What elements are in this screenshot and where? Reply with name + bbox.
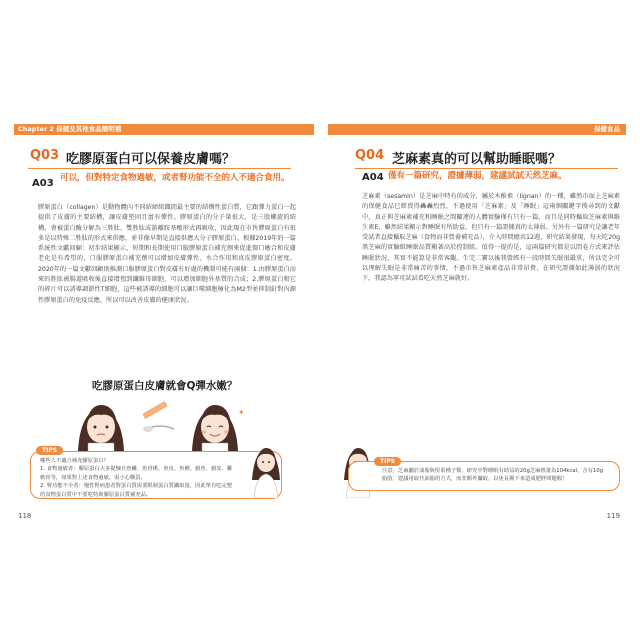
collagen-packet-icon [142,401,174,432]
collagen-illustration [70,393,250,455]
section-tag: 保健食品 [594,125,620,133]
question-divider-left [28,168,291,169]
question-title-left: 吃膠原蛋白可以保養皮膚嗎？ [66,152,236,167]
page-number-left: 118 [18,512,32,520]
answer-summary-right: 僅有一篇研究，證據薄弱，建議試試天然芝麻。 [388,171,567,181]
body-text-left: 膠原蛋白（collagen）是動物體內不同結締組織間最主要的結構性蛋白質，它跟彈力蛋白一起提供了皮膚的主要結構，讓皮膚堅固且富有彈性。膠原蛋白的分子量很大，是三股螺旋的結構，會被蛋白酶分解為三胜肽、雙胜肽或游離胺基酸形式再吸收，因此現在市售膠原蛋白有很多是以特殊二胜肽的形式來供應，並非像早期是直接供應大分子膠原蛋白。根據2019年的一篇系統性文獻回顧：初步結果顯示，短期和長期使用口服膠原蛋白補充劑來促進傷口癒合和皮膚老化是有希望的，口服膠原蛋白補充劑可以增加皮膚彈性、水合作用和真皮膠原蛋白密度。2020年的一篇文獻回顧則推測口服膠原蛋白對皮膚有好處的機制可能有兩個：1.由膠原蛋白而來的胜肽被腸道吸收後直接增殖到纖維母細胞，可以增加細胞外基質的合成；2.膠原蛋白和它的碎片可以誘導調節性T細胞，這些被誘導的細胞可以讓巨噬細胞極化為M2型並抑制針對內源性膠原蛋白的免疫反應，所以可以改善皮膚的健康狀況。 [38,204,296,304]
tips-text-right: 注意，芝麻屬於油脂與堅果種子類，研究中對睡眠有助益的20g芝麻熱量為104kcal，含有10g脂肪，建議用取代油脂的方式，而非額外攝取，以免長期下來造成肥胖問題喔！ [382,468,604,483]
tips-label-right: TIPS [374,457,401,466]
illustration-title: 吃膠原蛋白皮膚就會Q彈水嫩？ [92,380,238,392]
tips-text-left: 哪些人不適合補充膠原蛋白？ 1. 食物過敏者：膠原蛋白大多提煉自魚鱗、魚骨係、魚皮、魚鰾、豬魚、豬皮、雞軟骨等，如果對上述食物過敏，需小心購買。 2. 腎功能不全者：慢性腎病患者對蛋白質需要限制蛋白質攝取量，因此單有吃完整的食物蛋白質中不要吃特與膠原蛋白質補充品。 [40,458,233,498]
woman-after-icon [192,405,245,455]
header-band-right [328,124,626,135]
answer-summary-left: 可以，但對特定食物過敏，或者腎功能不全的人不適合食用。 [60,173,290,183]
page-number-right: 119 [606,512,620,520]
question-number-right: Q04 [355,148,385,163]
question-title-right: 芝麻素真的可以幫助睡眠嗎？ [392,152,562,167]
doctor-character-left-icon [246,440,286,498]
chapter-title: Chapter 2 保健及其他食品簡明補 [18,125,122,133]
tips-label-left: TIPS [36,446,63,455]
woman-before-icon [78,405,124,455]
answer-number-left: A03 [32,178,54,189]
question-divider-right [355,168,618,169]
answer-number-right: A04 [362,172,384,183]
svg-text:✦: ✦ [238,408,245,417]
body-text-right: 芝麻素（sesamin）是芝麻中特有的成分，屬於木酚素（lignan）的一種，雖然市面上芝麻素的保健食品已經賣得轟轟烈烈，不過使用「芝麻素」及「睡眠」這兩個關鍵字搜尋到的文獻中，真正與芝麻素補充和睡眠之間關連的人體實驗僅有只有一篇，而且是同時攝取芝麻素與維生素E，雖然結果顯示對睡眠有所助益，但只有一篇證據真的太薄弱。另外有一篇研究是讓老年受試者直接攝取芝麻（食物而非營養補充品），介入時間總共12週，研究結果發現，每天吃20g黑芝麻的實驗組睡眠品質顯著高於控制組。值得一提的是，這兩篇研究都是以問卷方式來評估睡眠狀況，其實不能算是非常客觀。生完二寶以後我曾經有一段時間失眠很嚴重，所以完全可以理解失眠是非常痛苦的事情，不過市售芝麻素產品非常昂貴，在研究證據如此薄弱的狀況下，我認為寧可試試看吃天然芝麻就好。 [362,193,620,283]
question-number-left: Q03 [30,148,60,163]
